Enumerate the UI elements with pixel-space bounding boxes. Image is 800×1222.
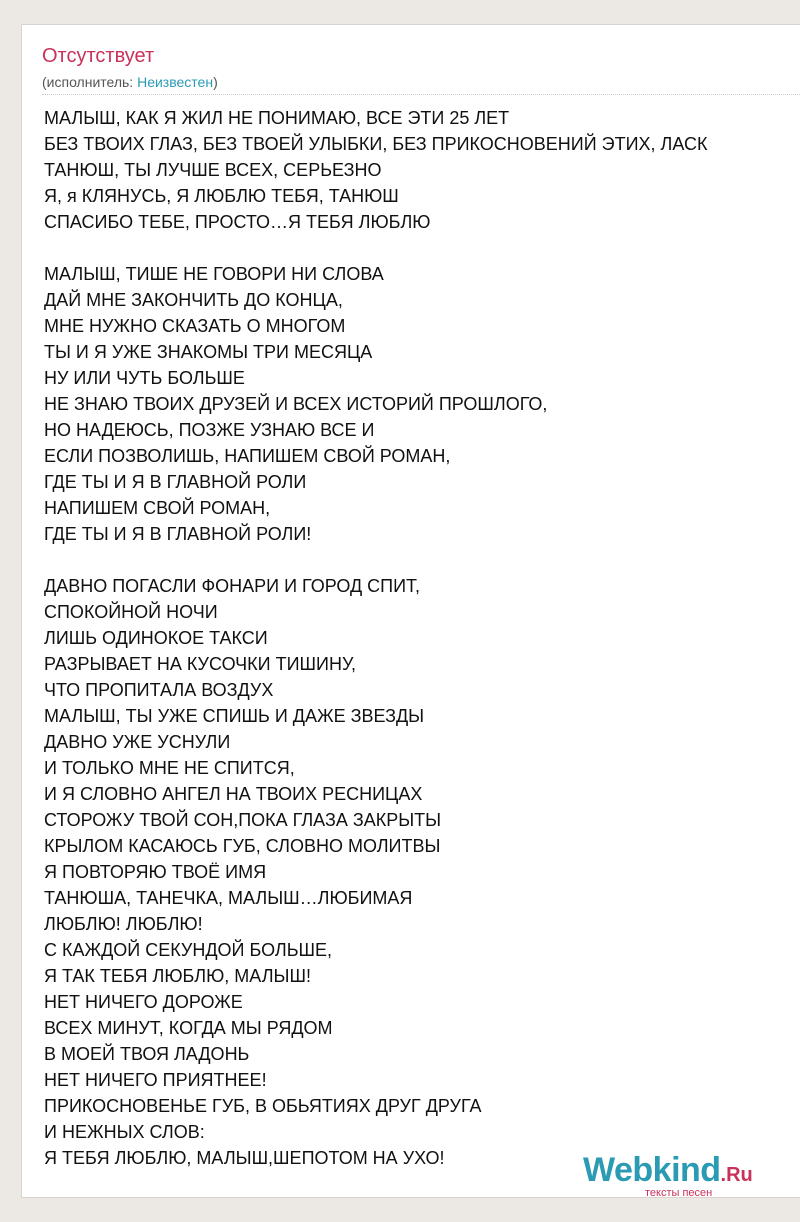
lyrics-line: КРЫЛОМ КАСАЮСЬ ГУБ, СЛОВНО МОЛИТВЫ: [44, 836, 441, 856]
webkind-logo[interactable]: [583, 1153, 753, 1187]
lyrics-line: ДАЙ МНЕ ЗАКОНЧИТЬ ДО КОНЦА,: [44, 290, 343, 310]
lyrics-line: СТОРОЖУ ТВОЙ СОН,ПОКА ГЛАЗА ЗАКРЫТЫ: [44, 810, 442, 830]
lyrics-line: ПРИКОСНОВЕНЬЕ ГУБ, В ОБЬЯТИЯХ ДРУГ ДРУГА: [44, 1096, 482, 1116]
lyrics-line: И Я СЛОВНО АНГЕЛ НА ТВОИХ РЕСНИЦАХ: [44, 784, 423, 804]
lyrics-line: Я, я КЛЯНУСЬ, Я ЛЮБЛЮ ТЕБЯ, ТАНЮШ: [44, 186, 399, 206]
lyrics-card: [21, 24, 800, 1198]
lyrics-line: ГДЕ ТЫ И Я В ГЛАВНОЙ РОЛИ: [44, 472, 307, 492]
logo-tld: .Ru: [720, 1164, 753, 1186]
lyrics-line: МАЛЫШ, КАК Я ЖИЛ НЕ ПОНИМАЮ, ВСЕ ЭТИ 25 ЛЕТ: [44, 108, 510, 128]
logo-tagline: тексты песен: [645, 1187, 713, 1199]
lyrics-line: ЧТО ПРОПИТАЛА ВОЗДУХ: [44, 680, 274, 700]
lyrics-line: Я ТЕБЯ ЛЮБЛЮ, МАЛЫШ,ШЕПОТОМ НА УХО!: [44, 1148, 445, 1168]
lyrics-line: ДАВНО ПОГАСЛИ ФОНАРИ И ГОРОД СПИТ,: [44, 576, 421, 596]
lyrics-line: ТАНЮШ, ТЫ ЛУЧШЕ ВСЕХ, СЕРЬЕЗНО: [44, 160, 382, 180]
artist-line: [42, 74, 218, 90]
lyrics-line: ТЫ И Я УЖЕ ЗНАКОМЫ ТРИ МЕСЯЦА: [44, 342, 373, 362]
lyrics-line: БЕЗ ТВОИХ ГЛАЗ, БЕЗ ТВОЕЙ УЛЫБКИ, БЕЗ ПРИКОСНОВЕНИЙ ЭТИХ, ЛАСК: [44, 134, 708, 154]
lyrics-line: ДАВНО УЖЕ УСНУЛИ: [44, 732, 231, 752]
lyrics-line: ГДЕ ТЫ И Я В ГЛАВНОЙ РОЛИ!: [44, 524, 312, 544]
lyrics-line: РАЗРЫВАЕТ НА КУСОЧКИ ТИШИНУ,: [44, 654, 357, 674]
lyrics-line: ЛИШЬ ОДИНОКОЕ ТАКСИ: [44, 628, 268, 648]
song-title: Отсутствует: [42, 45, 155, 67]
artist-link[interactable]: Неизвестен: [137, 74, 214, 90]
lyrics-line: И НЕЖНЫХ СЛОВ:: [44, 1122, 205, 1142]
title-divider: [42, 94, 800, 95]
lyrics-stanza: [44, 573, 707, 1171]
lyrics-line: НЕТ НИЧЕГО ПРИЯТНЕЕ!: [44, 1070, 267, 1090]
lyrics-line: НЕТ НИЧЕГО ДОРОЖЕ: [44, 992, 243, 1012]
lyrics-line: СПАСИБО ТЕБЕ, ПРОСТО…Я ТЕБЯ ЛЮБЛЮ: [44, 212, 431, 232]
lyrics-line: ТАНЮША, ТАНЕЧКА, МАЛЫШ…ЛЮБИМАЯ: [44, 888, 413, 908]
lyrics-line: ЛЮБЛЮ! ЛЮБЛЮ!: [44, 914, 203, 934]
lyrics-line: ЕСЛИ ПОЗВОЛИШЬ, НАПИШЕМ СВОЙ РОМАН,: [44, 446, 451, 466]
lyrics-stanza: [44, 105, 707, 235]
lyrics-line: МАЛЫШ, ТИШЕ НЕ ГОВОРИ НИ СЛОВА: [44, 264, 384, 284]
lyrics-line: СПОКОЙНОЙ НОЧИ: [44, 602, 218, 622]
lyrics-line: С КАЖДОЙ СЕКУНДОЙ БОЛЬШЕ,: [44, 940, 333, 960]
lyrics-line: В МОЕЙ ТВОЯ ЛАДОНЬ: [44, 1044, 250, 1064]
lyrics-line: ВСЕХ МИНУТ, КОГДА МЫ РЯДОМ: [44, 1018, 333, 1038]
lyrics-line: Я ПОВТОРЯЮ ТВОЁ ИМЯ: [44, 862, 267, 882]
lyrics-text: [44, 105, 707, 1197]
lyrics-line: НУ ИЛИ ЧУТЬ БОЛЬШЕ: [44, 368, 245, 388]
artist-suffix: ): [213, 74, 218, 90]
lyrics-line: Я ТАК ТЕБЯ ЛЮБЛЮ, МАЛЫШ!: [44, 966, 311, 986]
lyrics-line: МНЕ НУЖНО СКАЗАТЬ О МНОГОМ: [44, 316, 346, 336]
logo-name: Webkind: [583, 1151, 721, 1189]
lyrics-stanza: [44, 261, 707, 547]
lyrics-line: НЕ ЗНАЮ ТВОИХ ДРУЗЕЙ И ВСЕХ ИСТОРИЙ ПРОШЛОГО,: [44, 394, 548, 414]
artist-prefix: (исполнитель:: [42, 74, 138, 90]
lyrics-line: НО НАДЕЮСЬ, ПОЗЖЕ УЗНАЮ ВСЕ И: [44, 420, 375, 440]
lyrics-line: НАПИШЕМ СВОЙ РОМАН,: [44, 498, 271, 518]
lyrics-line: И ТОЛЬКО МНЕ НЕ СПИТСЯ,: [44, 758, 295, 778]
lyrics-line: МАЛЫШ, ТЫ УЖЕ СПИШЬ И ДАЖЕ ЗВЕЗДЫ: [44, 706, 425, 726]
